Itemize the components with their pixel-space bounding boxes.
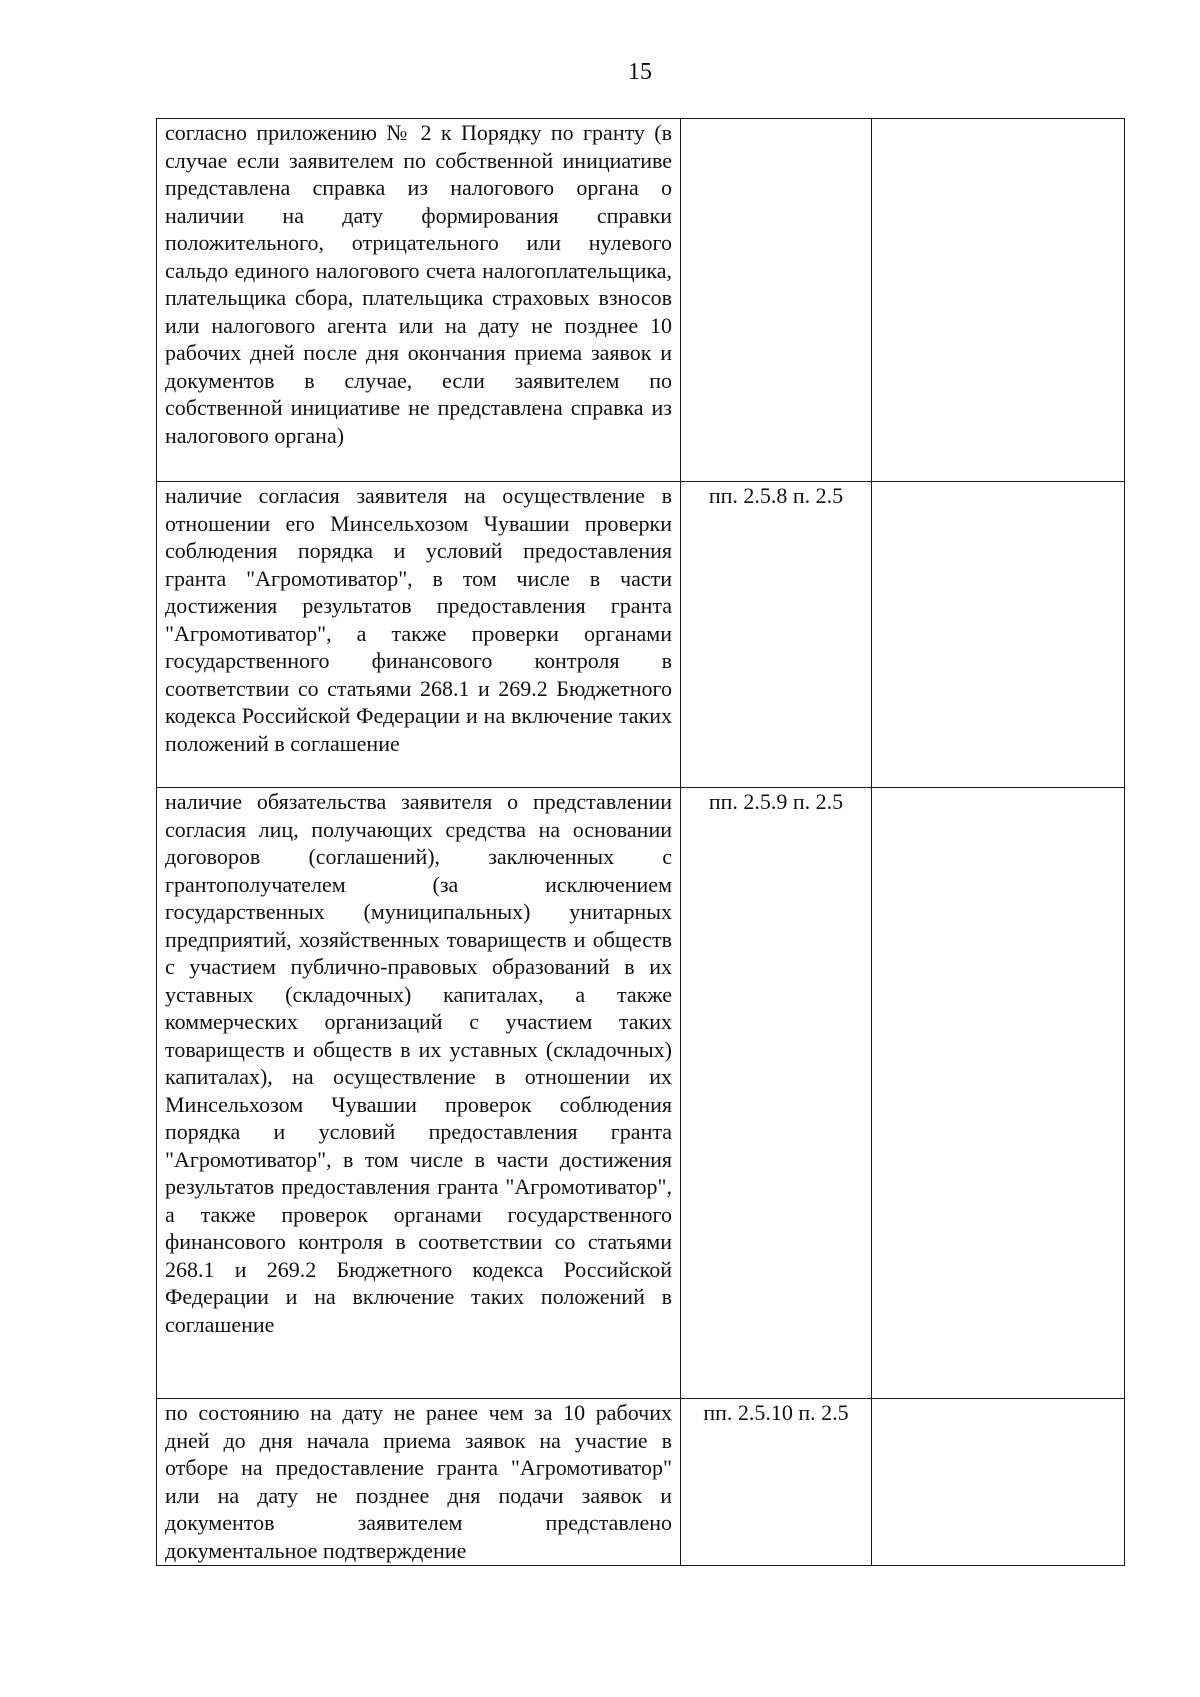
reference-cell	[681, 788, 872, 1399]
table-row	[157, 1399, 1125, 1566]
requirement-text: наличие согласия заявителя на осуществление в отношении его Минсельхозом Чувашии проверки соблюдения порядка и условий предоставления гранта "Агромотиватор", в том числе в части достижения результатов предоставления гранта "Агромотиватор", а также проверки органами государственного финансового контроля в соответствии со статьями 268.1 и 269.2 Бюджетного кодекса Российской Федерации и на включение таких положений в соглашение	[165, 483, 672, 756]
reference-text: пп. 2.5.10 п. 2.5	[703, 1400, 849, 1425]
requirement-text: наличие обязательства заявителя о представлении согласия лиц, получающих средства на основании договоров (соглашений), заключенных с грантополучателем (за исключением государственных (муниципальных) унитарных предприятий, хозяйственных товариществ и обществ с участием публично-правовых образований в их уставных (складочных) капиталах, а также коммерческих организаций с участием таких товариществ и обществ в их уставных (складочных) капиталах), на осуществление в отношении их Минсельхозом Чувашии проверок соблюдения порядка и условий предоставления гранта "Агромотиватор", в том числе в части достижения результатов предоставления гранта "Агромотиватор", а также проверок органами государственного финансового контроля в соответствии со статьями 268.1 и 269.2 Бюджетного кодекса Российской Федерации и на включение таких положений в соглашение	[165, 789, 672, 1337]
table-row	[157, 482, 1125, 788]
reference-cell	[681, 119, 872, 482]
table-row	[157, 119, 1125, 482]
table-row	[157, 788, 1125, 1399]
reference-text: пп. 2.5.8 п. 2.5	[708, 483, 844, 508]
notes-cell	[872, 1399, 1125, 1566]
reference-cell	[681, 1399, 872, 1566]
requirement-text: по состоянию на дату не ранее чем за 10 рабочих дней до дня начала приема заявок на участие в отборе на предоставление гранта "Агромотиватор" или на дату не позднее дня подачи заявок и документов заявителем представлено документальное подтверждение	[165, 1400, 672, 1563]
requirement-text-cell	[157, 788, 681, 1399]
requirement-text-cell	[157, 482, 681, 788]
requirement-text-cell	[157, 1399, 681, 1566]
reference-text: пп. 2.5.9 п. 2.5	[708, 789, 844, 814]
notes-cell	[872, 482, 1125, 788]
requirement-text-cell	[157, 119, 681, 482]
requirement-text: согласно приложению № 2 к Порядку по гранту (в случае если заявителем по собственной инициативе представлена справка из налогового органа о наличии на дату формирования справки положительного, отрицательного или нулевого сальдо единого налогового счета налогоплательщика, плательщика сбора, плательщика страховых взносов или налогового агента или на дату не позднее 10 рабочих дней после дня окончания приема заявок и документов в случае, если заявителем по собственной инициативе не представлена справка из налогового органа)	[165, 120, 672, 448]
page-number: 15	[628, 59, 652, 85]
reference-cell	[681, 482, 872, 788]
requirements-table	[156, 118, 1125, 1566]
notes-cell	[872, 788, 1125, 1399]
notes-cell	[872, 119, 1125, 482]
